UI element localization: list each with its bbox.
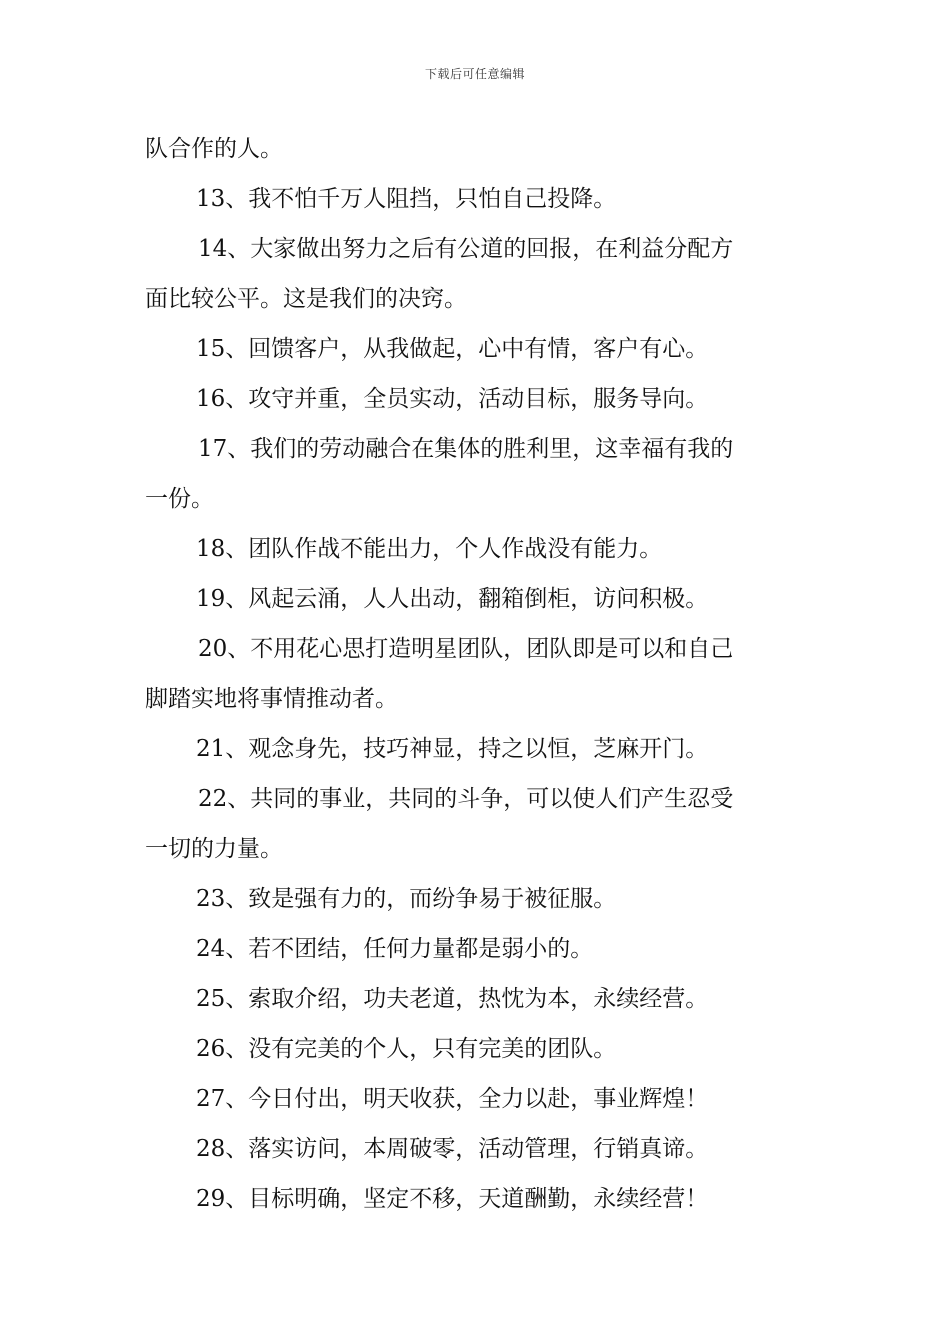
text-line: 脚踏实地将事情推动者。 [145, 686, 398, 712]
list-item-29: 29、目标明确，坚定不移，天道酬勤，永续经营！ [196, 1186, 709, 1212]
list-item-24: 24、若不团结，任何力量都是弱小的。 [196, 936, 594, 962]
list-item-27: 27、今日付出，明天收获，全力以赴，事业辉煌！ [196, 1086, 709, 1112]
list-item-25: 25、索取介绍，功夫老道，热忱为本，永续经营。 [196, 986, 709, 1012]
list-item-26: 26、没有完美的个人，只有完美的团队。 [196, 1036, 617, 1062]
list-item-18: 18、团队作战不能出力，个人作战没有能力。 [196, 536, 663, 562]
list-item-16: 16、攻守并重，全员实动，活动目标，服务导向。 [196, 386, 709, 412]
document-body [145, 124, 813, 1224]
list-item-17: 17、我们的劳动融合在集体的胜利里，这幸福有我的 [198, 436, 734, 462]
list-item-23: 23、致是强有力的，而纷争易于被征服。 [196, 886, 617, 912]
text-line: 一切的力量。 [145, 836, 283, 862]
text-line: 一份。 [145, 486, 214, 512]
list-item-28: 28、落实访问，本周破零，活动管理，行销真谛。 [196, 1136, 709, 1162]
list-item-19: 19、风起云涌，人人出动，翻箱倒柜，访问积极。 [196, 586, 709, 612]
page-header: 下载后可任意编辑 [424, 67, 525, 81]
list-item-21: 21、观念身先，技巧神显，持之以恒，芝麻开门。 [196, 736, 709, 762]
list-item-13: 13、我不怕千万人阻挡，只怕自己投降。 [196, 186, 617, 212]
list-item-14: 14、大家做出努力之后有公道的回报，在利益分配方 [198, 236, 734, 262]
text-line: 队合作的人。 [145, 136, 283, 162]
list-item-22: 22、共同的事业，共同的斗争，可以使人们产生忍受 [198, 786, 734, 812]
list-item-20: 20、不用花心思打造明星团队，团队即是可以和自己 [198, 636, 734, 662]
text-line: 面比较公平。这是我们的决窍。 [145, 286, 467, 312]
list-item-15: 15、回馈客户，从我做起，心中有情，客户有心。 [196, 336, 709, 362]
